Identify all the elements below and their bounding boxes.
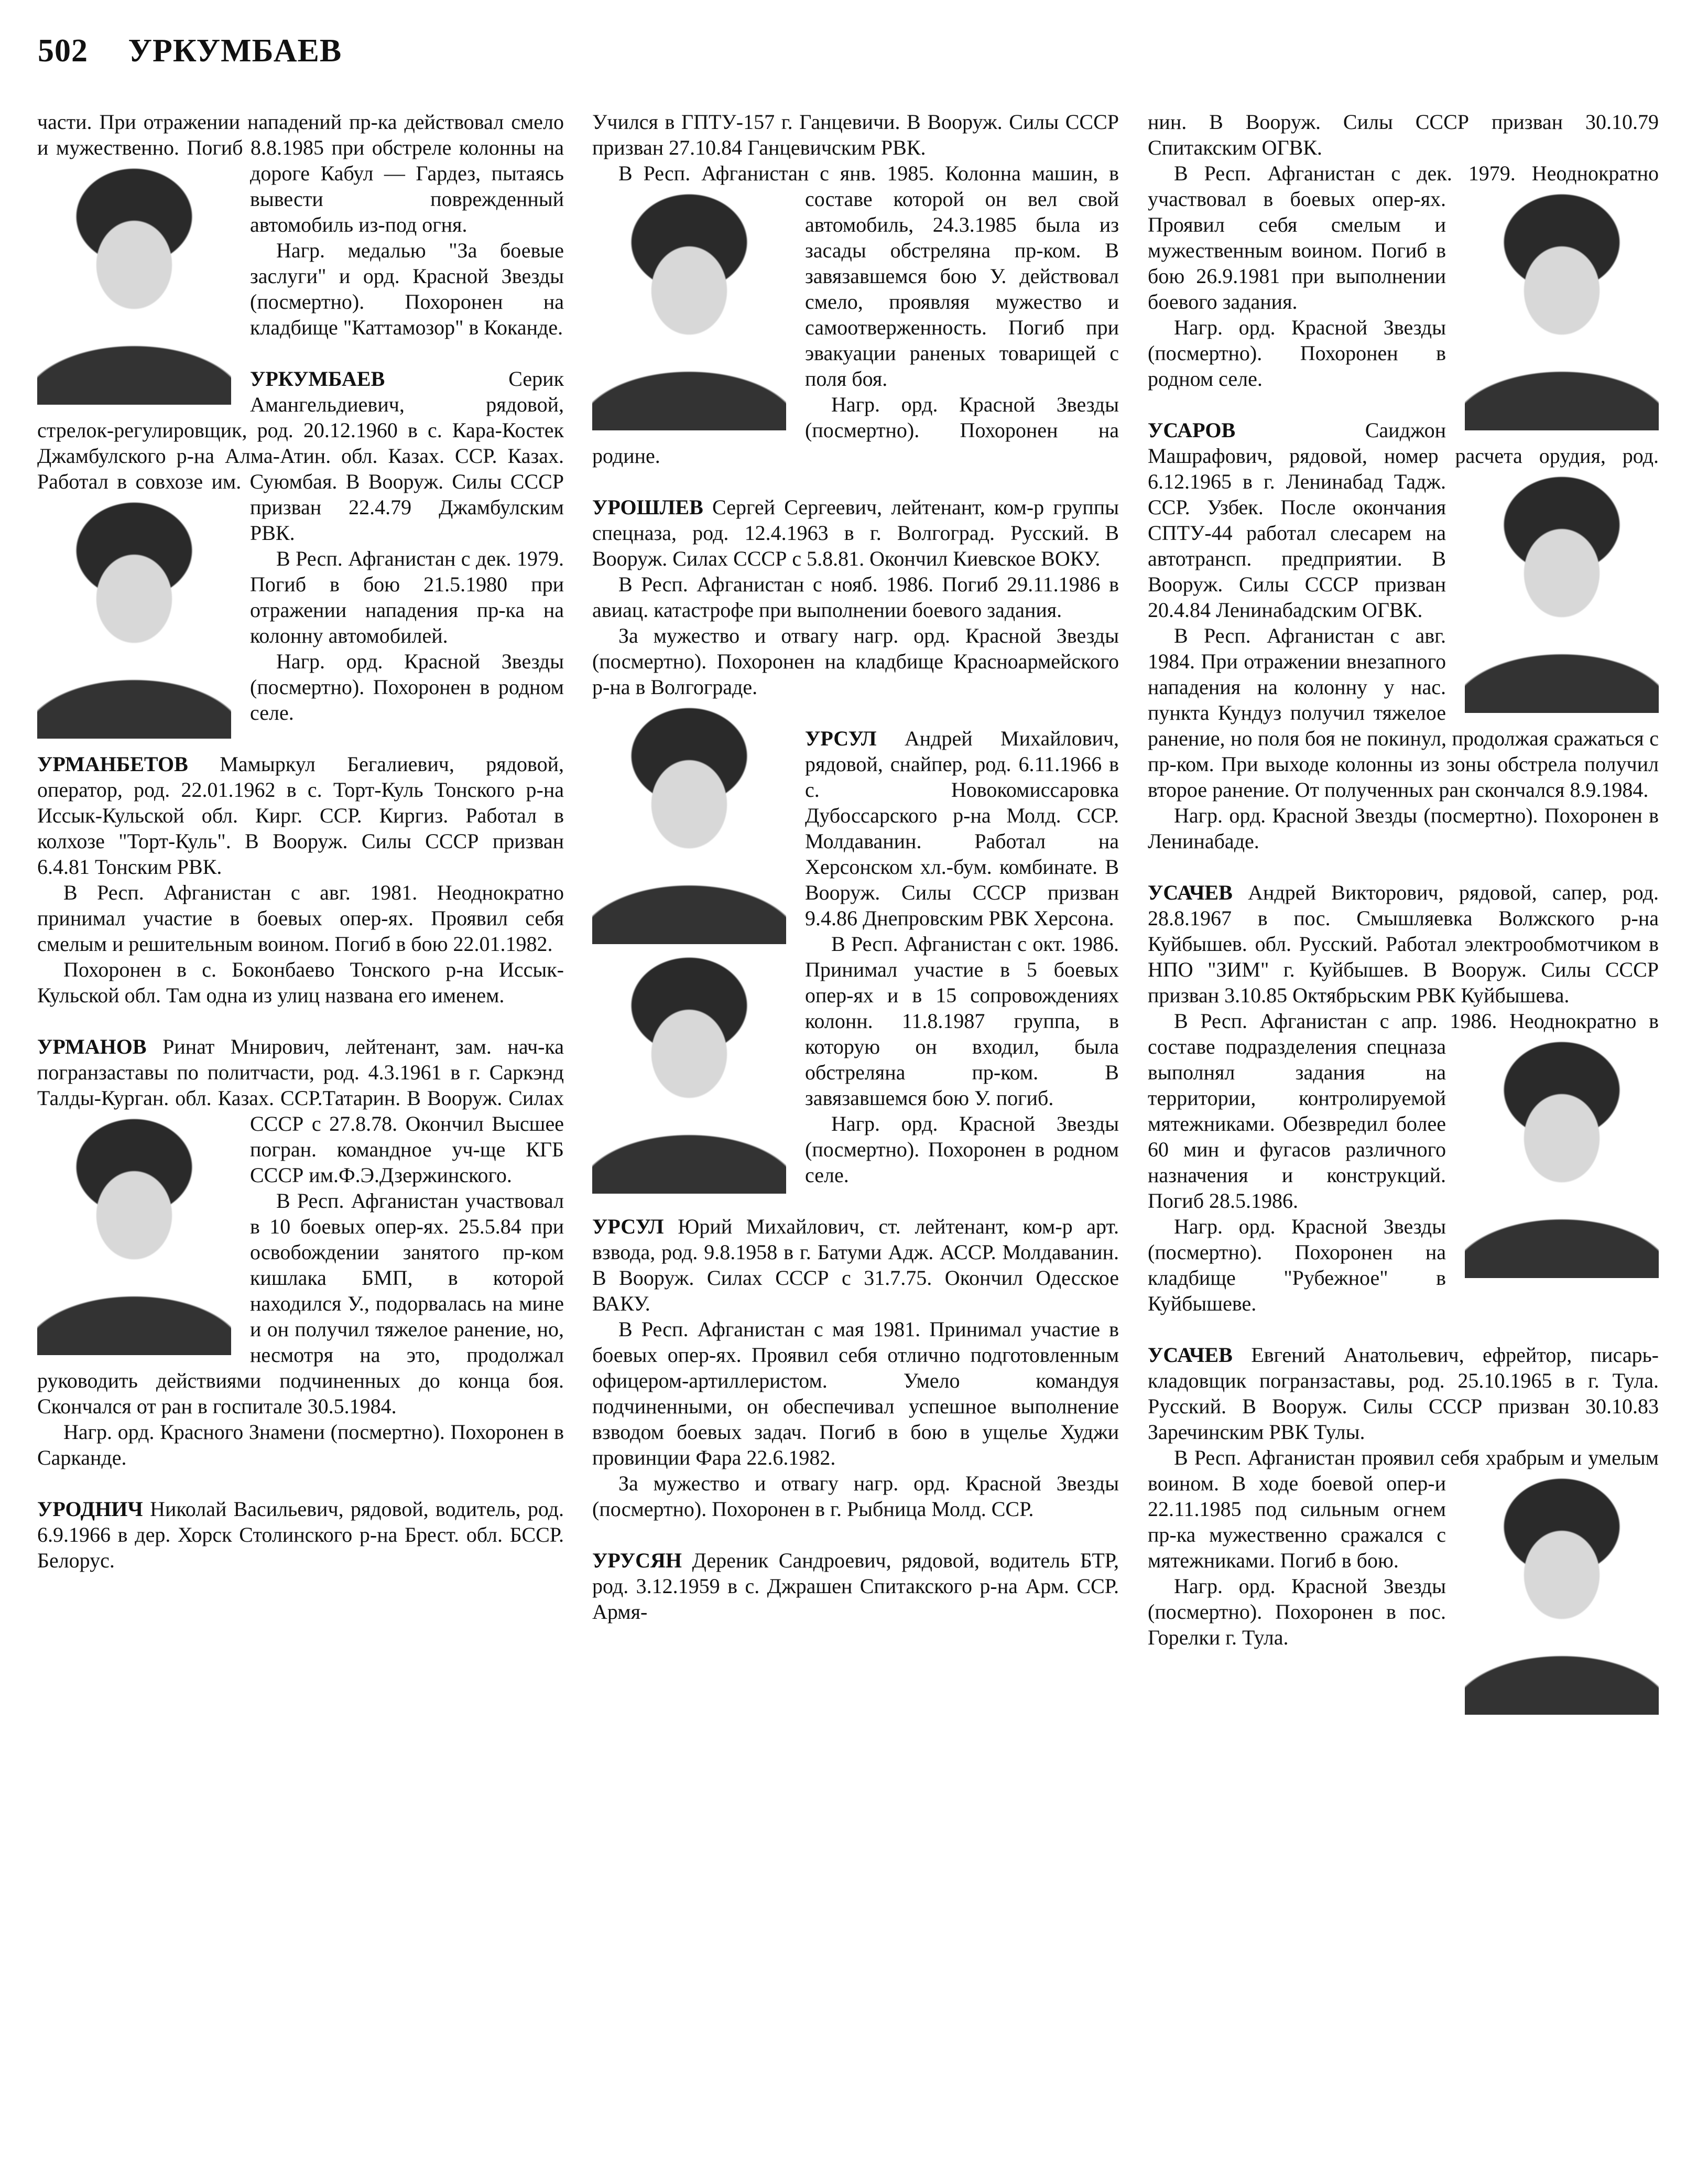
entry-surname: УРМАНОВ bbox=[37, 1035, 147, 1058]
paragraph-text: нин. В Вооруж. Силы СССР призван 30.10.79 Спитакским ОГВК. bbox=[1148, 110, 1659, 159]
paragraph-text: За мужество и отвагу нагр. орд. Красной Звезды (посмертно). Похоронен на кладбище Красноармейского р-на в Волгограде. bbox=[592, 624, 1119, 699]
paragraph-text: Юрий Михайлович, ст. лейтенант, ком-р арт. взвода, род. 9.8.1958 в г. Батуми Адж. АССР. Молдаванин. В Вооруж. Силах СССР с 31.7.75. Окончил Одесское ВАКУ. bbox=[592, 1215, 1119, 1315]
biography-entry bbox=[37, 751, 564, 1008]
entry-surname: УРОДНИЧ bbox=[37, 1497, 143, 1521]
portrait-photo bbox=[1465, 1037, 1659, 1278]
column-1 bbox=[37, 109, 564, 1599]
entry-surname: УСАРОВ bbox=[1148, 418, 1236, 442]
entry-surname: УРОШЛЕВ bbox=[592, 495, 703, 519]
entry-paragraph bbox=[1148, 109, 1659, 160]
paragraph-text: Нагр. орд. Красной Звезды (посмертно). Похоронен в родном селе. bbox=[250, 650, 564, 724]
entry-paragraph bbox=[37, 109, 564, 237]
entry-surname: УРСУЛ bbox=[805, 727, 877, 750]
biography-entry bbox=[592, 1214, 1119, 1522]
entry-paragraph bbox=[37, 1034, 564, 1188]
biography-continuation bbox=[1148, 109, 1659, 392]
biography-entry bbox=[1148, 880, 1659, 1316]
paragraph-text: В Респ. Афганистан с мая 1981. Принимал участие в боевых опер-ях. Проявил себя отлично подготовленным офицером-артиллеристом. Умело командуя подчиненными, он обеспечивал успешное выполнение взводом боевых задач. Погиб в бою в ущелье Худжи провинции Фара 22.6.1982. bbox=[592, 1317, 1119, 1469]
paragraph-text: Похоронен в с. Боконбаево Тонского р-на Иссык-Кульской обл. Там одна из улиц названа его именем. bbox=[37, 958, 564, 1007]
paragraph-text: Мамыркул Бегалиевич, рядовой, оператор, род. 22.01.1962 в с. Торт-Куль Тонского р-на Иссык-Кульской обл. Кирг. ССР. Киргиз. Работал в колхозе "Торт-Куль". В Вооруж. Силы СССР призван 6.4.81 Тонским РВК. bbox=[37, 752, 564, 879]
entry-surname: УРМАНБЕТОВ bbox=[37, 752, 188, 776]
biography-continuation bbox=[37, 109, 564, 340]
column-3 bbox=[1148, 109, 1659, 1720]
paragraph-text: Нагр. медалью "За боевые заслуги" и орд. Красной Звезды (посмертно). Похоронен на кладбище "Каттамозор" в Коканде. bbox=[250, 239, 564, 339]
entry-paragraph bbox=[592, 494, 1119, 571]
portrait-photo bbox=[37, 1114, 231, 1355]
portrait-photo bbox=[37, 164, 231, 405]
paragraph-text: Нагр. орд. Красной Звезды (посмертно). Похоронен на родине. bbox=[592, 393, 1119, 468]
paragraph-text: Серик Амангельдиевич, рядовой, стрелок-регулировщик, род. 20.12.1960 в с. Кара-Костек Джамбулского р-на Алма-Атин. обл. Казах. ССР. Казах. Работал в совхозе им. Суюмбая. В Вооруж. Силы СССР призван 22.4.79 Джамбулским РВК. bbox=[37, 367, 564, 545]
biography-entry bbox=[592, 494, 1119, 700]
paragraph-text: В Респ. Афганистан с авг. 1981. Неоднократно принимал участие в боевых опер-ях. Проявил себя смелым и решительным воином. Погиб в бою 22.01.1982. bbox=[37, 881, 564, 956]
paragraph-text: В Респ. Афганистан проявил себя храбрым и умелым воином. В ходе боевой опер-и 22.11.1985 под сильным огнем пр-ка мужественно сражался с мятежниками. Погиб в бою. bbox=[1148, 1446, 1659, 1572]
paragraph-text: Андрей Викторович, рядовой, сапер, род. 28.8.1967 в пос. Смышляевка Волжского р-на Куйбышев. обл. Русский. Работал электрообмотчиком в НПО "ЗИМ" г. Куйбышев. В Вооруж. Силы СССР призван 3.10.85 Октябрьским РВК Куйбышева. bbox=[1148, 881, 1659, 1007]
paragraph-text: Нагр. орд. Красной Звезды (посмертно). Похоронен в родном селе. bbox=[1148, 316, 1446, 391]
paragraph-text: Учился в ГПТУ-157 г. Ганцевичи. В Вооруж. Силы СССР призван 27.10.84 Ганцевичским РВК. bbox=[592, 110, 1119, 159]
entry-surname: УСАЧЕВ bbox=[1148, 1343, 1233, 1367]
paragraph-text: Нагр. орд. Красной Звезды (посмертно). Похоронен в пос. Горелки г. Тула. bbox=[1148, 1574, 1446, 1649]
column-2 bbox=[592, 109, 1119, 1650]
entry-paragraph bbox=[592, 623, 1119, 700]
entry-paragraph bbox=[37, 957, 564, 1008]
entry-paragraph bbox=[1148, 880, 1659, 1008]
entry-paragraph bbox=[37, 1496, 564, 1573]
entry-paragraph bbox=[592, 1470, 1119, 1522]
page-number: 502 bbox=[38, 33, 88, 69]
paragraph-text: Дереник Сандроевич, рядовой, водитель БТР, род. 3.12.1959 в с. Джрашен Спитакского р-на Арм. ССР. Армя- bbox=[592, 1549, 1119, 1624]
biography-entry bbox=[1148, 1342, 1659, 1650]
entry-paragraph bbox=[37, 880, 564, 957]
biography-entry bbox=[37, 366, 564, 726]
entry-paragraph bbox=[592, 571, 1119, 623]
entry-paragraph bbox=[592, 1316, 1119, 1470]
biography-entry bbox=[37, 1034, 564, 1470]
entry-paragraph bbox=[1148, 417, 1659, 623]
paragraph-text: В Респ. Афганистан участвовал в 10 боевых опер-ях. 25.5.84 при освобождении занятого пр-ком кишлака БМП, в которой находился У., подорвалась на мине и он получил тяжелое ранение, но, несмотря на это, продолжал руководить действиями подчиненных до конца боя. Скончался от ран в госпитале 30.5.1984. bbox=[37, 1189, 564, 1418]
entry-surname: УРСУЛ bbox=[592, 1215, 664, 1238]
portrait-photo bbox=[592, 703, 786, 944]
paragraph-text: За мужество и отвагу нагр. орд. Красной Звезды (посмертно). Похоронен в г. Рыбница Молд. ССР. bbox=[592, 1471, 1119, 1521]
entry-paragraph bbox=[37, 1419, 564, 1470]
paragraph-text: В Респ. Афганистан с дек. 1979. Погиб в бою 21.5.1980 при отражении нападения пр-ка на колонну автомобилей. bbox=[250, 547, 564, 647]
biography-entry bbox=[592, 1548, 1119, 1625]
entry-paragraph bbox=[592, 1548, 1119, 1625]
entry-surname: УРКУМБАЕВ bbox=[250, 367, 385, 391]
entry-paragraph bbox=[1148, 803, 1659, 854]
paragraph-text: В Респ. Афганистан с янв. 1985. Колонна машин, в составе которой он вел свой автомобиль, 24.3.1985 была из засады обстреляна пр-ком. В завязавшемся бою У. действовал смело, проявляя мужество и самоотверженность. Погиб при эвакуации раненых товарищей с поля боя. bbox=[618, 161, 1119, 391]
paragraph-text: В Респ. Афганистан с нояб. 1986. Погиб 29.11.1986 в авиац. катастрофе при выполнении боевого задания. bbox=[592, 572, 1119, 622]
paragraph-text: Андрей Михайлович, рядовой, снайпер, род. 6.11.1966 в с. Новокомиссаровка Дубоссарского р-на Молд. ССР. Молдаванин. Работал на Херсонском хл.-бум. комбинате. В Вооруж. Силы СССР призван 9.4.86 Днепровским РВК Херсона. bbox=[805, 727, 1119, 930]
paragraph-text: Нагр. орд. Красной Звезды (посмертно). Похоронен в родном селе. bbox=[805, 1112, 1119, 1187]
paragraph-text: В Респ. Афганистан с окт. 1986. Принимал участие в 5 боевых опер-ях и в 15 сопровождениях колонн. 11.8.1987 группа, в которую он входил, была обстреляна пр-ком. В завязавшемся бою У. погиб. bbox=[805, 932, 1119, 1110]
paragraph-text: В Респ. Афганистан с апр. 1986. Неоднократно в составе подразделения спецназа выполнял задания на территории, контролируемой мятежниками. Обезвредил более 60 мин и фугасов различного назначения и конструкций. Погиб 28.5.1986. bbox=[1148, 1009, 1659, 1213]
paragraph-text: Нагр. орд. Красного Знамени (посмертно). Похоронен в Сарканде. bbox=[37, 1420, 564, 1469]
running-title: УРКУМБАЕВ bbox=[128, 33, 342, 69]
paragraph-text: Сергей Сергеевич, лейтенант, ком-р группы спецназа, род. 12.4.1963 в г. Волгоград. Русский. В Вооруж. Силах СССР с 5.8.81. Окончил Киевское ВОКУ. bbox=[592, 495, 1119, 570]
paragraph-text: Нагр. орд. Красной Звезды (посмертно). Похоронен в Ленинабаде. bbox=[1148, 804, 1659, 853]
entry-paragraph bbox=[592, 1214, 1119, 1316]
portrait-photo bbox=[1465, 472, 1659, 713]
entry-paragraph bbox=[37, 751, 564, 880]
paragraph-text: Николай Васильевич, рядовой, водитель, род. 6.9.1966 в дер. Хорск Столинского р-на Брест. обл. БССР. Белорус. bbox=[37, 1497, 564, 1572]
biography-entry bbox=[1148, 417, 1659, 854]
biography-entry bbox=[37, 1496, 564, 1573]
paragraph-text: Ринат Мнирович, лейтенант, зам. нач-ка погранзаставы по политчасти, род. 4.3.1961 в г. Саркэнд Талды-Курган. обл. Казах. ССР.Татарин. В Вооруж. Силах СССР с 27.8.78. Окончил Высшее погран. командное уч-ще КГБ СССР им.Ф.Э.Дзержинского. bbox=[37, 1035, 564, 1187]
paragraph-text: В Респ. Афганистан с дек. 1979. Неоднократно участвовал в боевых опер-ях. Проявил себя смелым и мужественным воином. Погиб в бою 26.9.1981 при выполнении боевого задания. bbox=[1148, 161, 1659, 313]
portrait-photo bbox=[592, 953, 786, 1194]
paragraph-text: Нагр. орд. Красной Звезды (посмертно). Похоронен на кладбище "Рубежное" в Куйбышеве. bbox=[1148, 1215, 1446, 1315]
entry-surname: УСАЧЕВ bbox=[1148, 881, 1233, 904]
portrait-photo bbox=[37, 497, 231, 739]
paragraph-text: части. При отражении нападений пр-ка действовал смело и мужественно. Погиб 8.8.1985 при обстреле колонны на дороге Кабул — Гардез, пытаясь вывести поврежденный автомобиль из-под огня. bbox=[37, 110, 564, 236]
paragraph-text: Евгений Анатольевич, ефрейтор, писарь-кладовщик погранзаставы, род. 25.10.1965 в г. Тула. Русский. В Вооруж. Силы СССР призван 30.10.83 Заречинским РВК Тулы. bbox=[1148, 1343, 1659, 1444]
paragraph-text: В Респ. Афганистан с авг. 1984. При отражении внезапного нападения на колонну у нас. пункта Кундуз получил тяжелое ранение, но поля боя не покинул, продолжая сражаться с пр-ком. При выходе колонны из зоны обстрела получил второе ранение. От полученных ран скончался 8.9.1984. bbox=[1148, 624, 1659, 802]
entry-surname: УРУСЯН bbox=[592, 1549, 682, 1572]
portrait-photo bbox=[1465, 189, 1659, 430]
entry-paragraph bbox=[592, 109, 1119, 160]
portrait-photo bbox=[592, 189, 786, 430]
portrait-photo bbox=[1465, 1474, 1659, 1715]
page-header bbox=[38, 33, 342, 70]
entry-paragraph bbox=[1148, 1342, 1659, 1445]
paragraph-text: Саиджон Машрафович, рядовой, номер расчета орудия, род. 6.12.1965 в г. Ленинабад Тадж. ССР. Узбек. После окончания СПТУ-44 работал слесарем на автотрансп. предприятии. В Вооруж. Силы СССР призван 20.4.84 Ленинабадским ОГВК. bbox=[1148, 418, 1659, 622]
biography-continuation bbox=[592, 109, 1119, 469]
